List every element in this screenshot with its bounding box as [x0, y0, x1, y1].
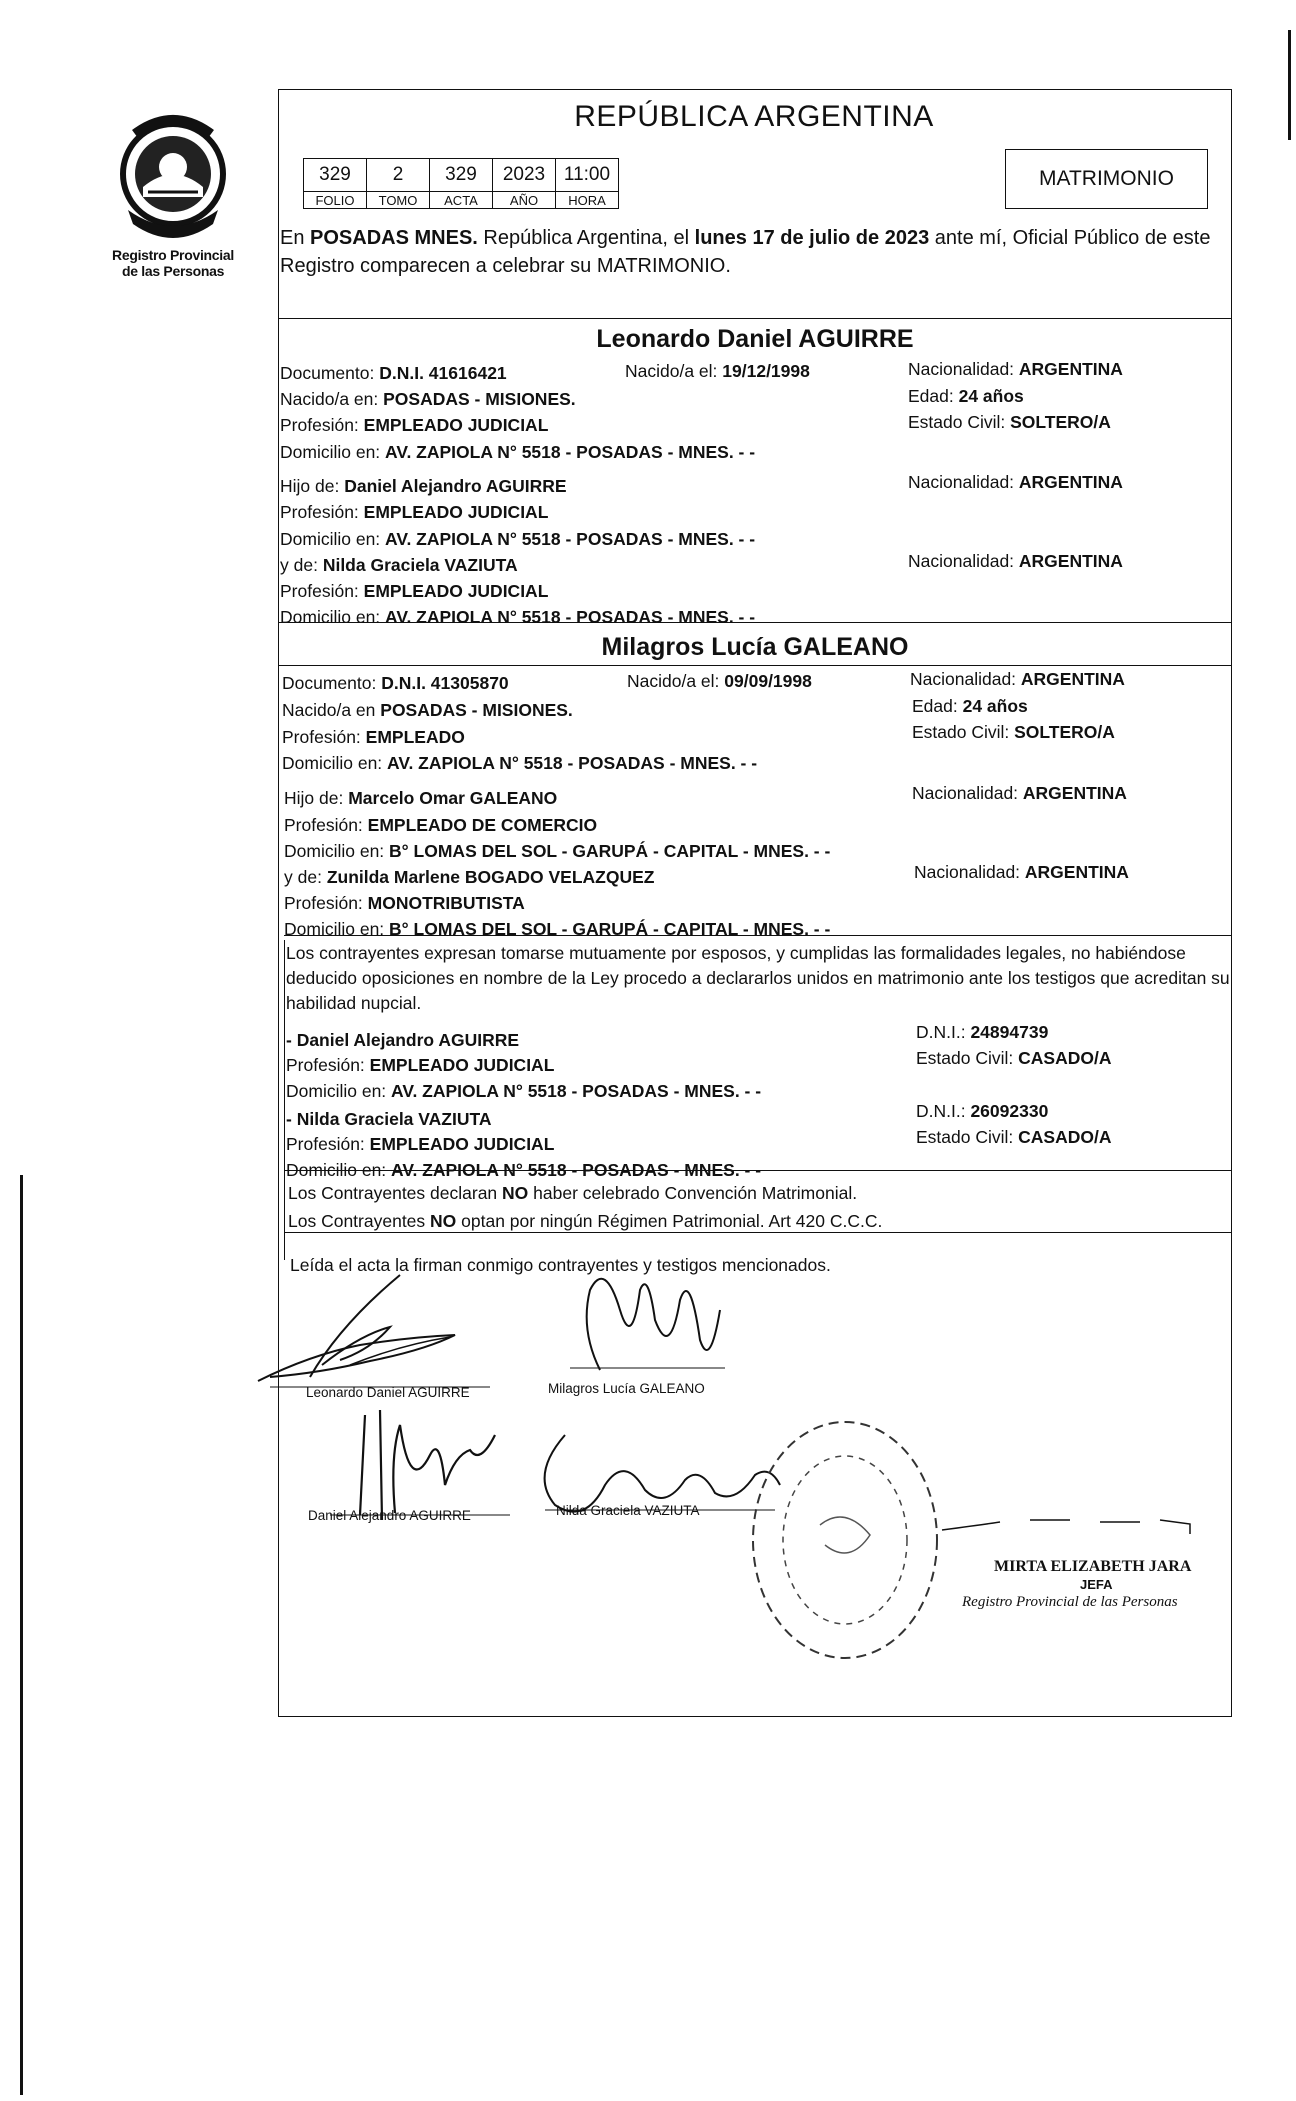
- c2-mother-profession: Profesión: MONOTRIBUTISTA: [284, 893, 525, 913]
- c1-mother: y de: Nilda Graciela VAZIUTA: [280, 555, 518, 575]
- c2-civil-status: Estado Civil: SOLTERO/A: [912, 722, 1115, 742]
- contrayente1-name: Leonardo Daniel AGUIRRE: [596, 325, 914, 353]
- signature-label-daniel: Daniel Alejandro AGUIRRE: [308, 1508, 471, 1523]
- tomo-value: 2: [367, 159, 430, 192]
- signature-label-milagros: Milagros Lucía GALEANO: [548, 1381, 705, 1396]
- c1-document: Documento: D.N.I. 41616421: [280, 363, 507, 383]
- c2-mother-domicile: Domicilio en: B° LOMAS DEL SOL - GARUPÁ - CAPITAL - MNES. - -: [284, 919, 831, 939]
- official-name: MIRTA ELIZABETH JARA: [994, 1558, 1192, 1575]
- province-seal-icon: [113, 112, 233, 247]
- c1-mother-nationality: Nacionalidad: ARGENTINA: [908, 551, 1123, 571]
- registry-caption-line2: de las Personas: [121, 263, 225, 279]
- rule-before-contrayente2-data: [278, 665, 1231, 666]
- signature-milagros: [560, 1250, 730, 1380]
- intro-date: lunes 17 de julio de 2023: [694, 227, 930, 249]
- c2-father-domicile: Domicilio en: B° LOMAS DEL SOL - GARUPÁ - CAPITAL - MNES. - -: [284, 841, 831, 861]
- page-title: REPÚBLICA ARGENTINA: [574, 100, 934, 133]
- rule-after-intro: [278, 318, 1231, 319]
- c1-profession: Profesión: EMPLEADO JUDICIAL: [280, 415, 549, 435]
- c2-age: Edad: 24 años: [912, 696, 1028, 716]
- witness2-civil-status: Estado Civil: CASADO/A: [916, 1127, 1112, 1147]
- official-seal-stamp: [740, 1405, 950, 1675]
- c2-father-profession: Profesión: EMPLEADO DE COMERCIO: [284, 815, 598, 835]
- folio-label: FOLIO: [304, 192, 367, 209]
- c2-domicile: Domicilio en: AV. ZAPIOLA N° 5518 - POSADAS - MNES. - -: [282, 753, 758, 773]
- rule-after-declarations: [284, 1232, 1231, 1233]
- acta-value: 329: [430, 159, 493, 192]
- c1-civil-status: Estado Civil: SOLTERO/A: [908, 412, 1111, 432]
- c1-father: Hijo de: Daniel Alejandro AGUIRRE: [280, 476, 567, 496]
- inner-left-rule: [284, 940, 285, 1260]
- folio-value: 329: [304, 159, 367, 192]
- c2-profession: Profesión: EMPLEADO: [282, 727, 465, 747]
- official-signature: [940, 1500, 1210, 1540]
- c1-age: Edad: 24 años: [908, 386, 1024, 406]
- c2-nationality: Nacionalidad: ARGENTINA: [910, 669, 1125, 689]
- c2-birthdate: Nacido/a el: 09/09/1998: [627, 671, 812, 691]
- witness2-profession: Profesión: EMPLEADO JUDICIAL: [286, 1134, 555, 1154]
- witness2-domicile: Domicilio en: AV. ZAPIOLA N° 5518 - POSADAS - MNES. - -: [286, 1160, 762, 1180]
- intro-city: POSADAS MNES.: [310, 227, 478, 249]
- official-office: Registro Provincial de las Personas: [962, 1594, 1178, 1610]
- c1-birthdate: Nacido/a el: 19/12/1998: [625, 361, 810, 381]
- closing-text: Leída el acta la firman conmigo contrayentes y testigos mencionados.: [290, 1255, 831, 1275]
- scan-edge-mark-top: [1288, 30, 1291, 140]
- c1-mother-domicile: Domicilio en: AV. ZAPIOLA N° 5518 - POSADAS - MNES. - -: [280, 607, 756, 627]
- signature-daniel: [320, 1395, 520, 1525]
- witness1-civil-status: Estado Civil: CASADO/A: [916, 1048, 1112, 1068]
- registry-caption-line1: Registro Provincial: [112, 247, 234, 263]
- convention-declaration: Los Contrayentes declaran NO haber celebrado Convención Matrimonial.: [288, 1183, 858, 1203]
- c1-birthplace: Nacido/a en: POSADAS - MISIONES.: [280, 389, 576, 409]
- signature-label-leonardo: Leonardo Daniel AGUIRRE: [306, 1385, 470, 1400]
- scan-edge-mark-left: [20, 1175, 23, 2095]
- witness1-name: - Daniel Alejandro AGUIRRE: [286, 1030, 520, 1050]
- registry-logo: [98, 112, 248, 279]
- c2-document: Documento: D.N.I. 41305870: [282, 673, 509, 693]
- year-value: 2023: [493, 159, 556, 192]
- witness2-dni: D.N.I.: 26092330: [916, 1101, 1049, 1121]
- contrayente2-name: Milagros Lucía GALEANO: [601, 633, 909, 661]
- c2-mother: y de: Zunilda Marlene BOGADO VELAZQUEZ: [284, 867, 655, 887]
- c1-nationality: Nacionalidad: ARGENTINA: [908, 359, 1123, 379]
- signature-leonardo: [250, 1265, 510, 1395]
- witness2-name: - Nilda Graciela VAZIUTA: [286, 1109, 492, 1129]
- ceremony-paragraph: Los contrayentes expresan tomarse mutuamente por esposos, y cumplidas las formalidades legales, no habiéndose deducido oposiciones en nombre de la Ley procedo a declararlos unidos en matrimonio ante los testigos que acreditan su habilidad nupcial.: [286, 943, 1230, 1013]
- c1-father-profession: Profesión: EMPLEADO JUDICIAL: [280, 502, 549, 522]
- hour-label: HORA: [556, 192, 619, 209]
- tomo-label: TOMO: [367, 192, 430, 209]
- act-type-box: MATRIMONIO: [1005, 149, 1208, 209]
- reference-table: [303, 158, 619, 209]
- regime-declaration: Los Contrayentes NO optan por ningún Régimen Patrimonial. Art 420 C.C.C.: [288, 1211, 883, 1231]
- c2-father-nationality: Nacionalidad: ARGENTINA: [912, 783, 1127, 803]
- intro-paragraph: En POSADAS MNES. República Argentina, el lunes 17 de julio de 2023 ante mí, Oficial Público de este Registro comparecen a celebrar su MATRIMONIO.: [280, 227, 1211, 277]
- acta-label: ACTA: [430, 192, 493, 209]
- witness1-domicile: Domicilio en: AV. ZAPIOLA N° 5518 - POSADAS - MNES. - -: [286, 1081, 762, 1101]
- c2-mother-nationality: Nacionalidad: ARGENTINA: [914, 862, 1129, 882]
- c2-father: Hijo de: Marcelo Omar GALEANO: [284, 788, 558, 808]
- witness1-profession: Profesión: EMPLEADO JUDICIAL: [286, 1055, 555, 1075]
- witness1-dni: D.N.I.: 24894739: [916, 1022, 1049, 1042]
- official-role: JEFA: [1080, 1577, 1113, 1592]
- c2-birthplace: Nacido/a en POSADAS - MISIONES.: [282, 700, 573, 720]
- c1-father-nationality: Nacionalidad: ARGENTINA: [908, 472, 1123, 492]
- hour-value: 11:00: [556, 159, 619, 192]
- c1-father-domicile: Domicilio en: AV. ZAPIOLA N° 5518 - POSADAS - MNES. - -: [280, 529, 756, 549]
- c1-mother-profession: Profesión: EMPLEADO JUDICIAL: [280, 581, 549, 601]
- year-label: AÑO: [493, 192, 556, 209]
- c1-domicile: Domicilio en: AV. ZAPIOLA N° 5518 - POSADAS - MNES. - -: [280, 442, 756, 462]
- signature-label-nilda: Nilda Graciela VAZIUTA: [556, 1503, 700, 1518]
